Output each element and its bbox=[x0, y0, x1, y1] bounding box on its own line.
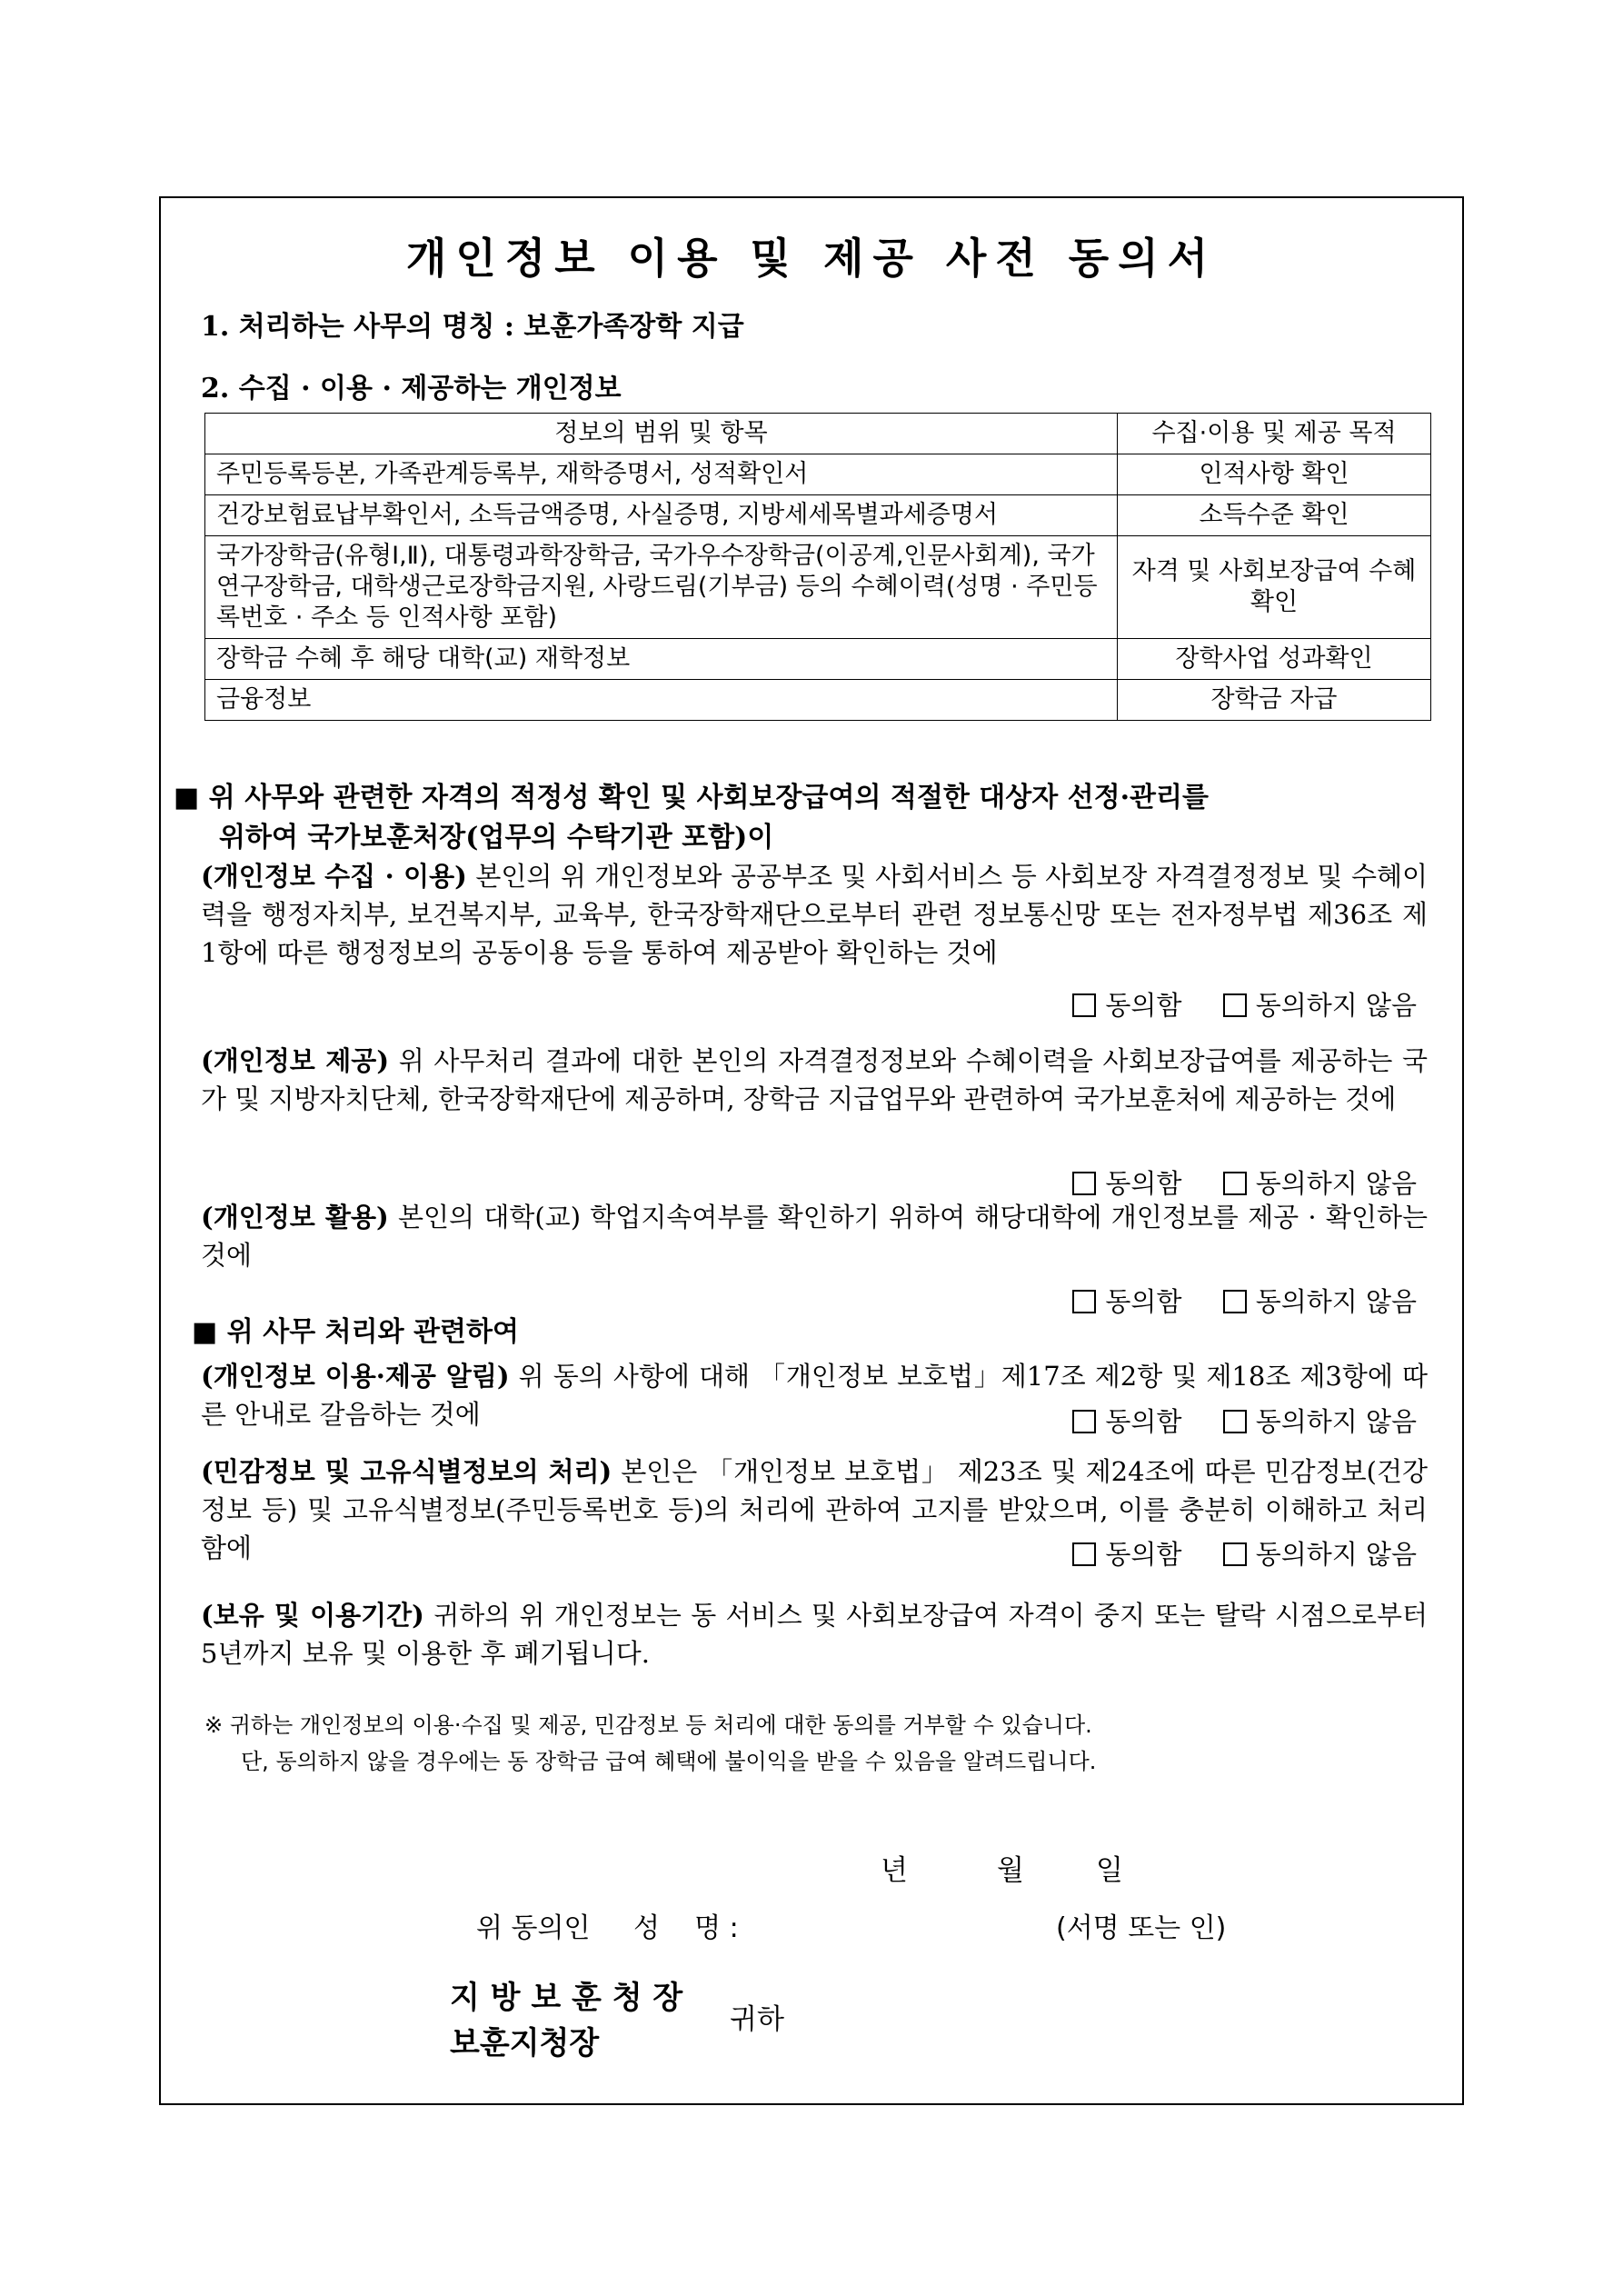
agree-label: 동의함 bbox=[1105, 990, 1182, 1021]
date-day: 일 bbox=[1096, 1854, 1123, 1887]
agree-checkbox[interactable] bbox=[1072, 1406, 1181, 1437]
section-2-heading: 2. 수집 · 이용 · 제공하는 개인정보 bbox=[201, 373, 622, 404]
personal-info-table bbox=[204, 413, 1431, 721]
consent-utilize bbox=[201, 1198, 1428, 1274]
date-year: 년 bbox=[881, 1854, 908, 1887]
consent-choice-sensitive-data bbox=[1040, 1534, 1417, 1572]
consent-text: 본인의 위 개인정보와 공공부조 및 사회서비스 등 사회보장 자격결정정보 및 수혜이력을 행정자치부, 보건복지부, 교육부, 한국장학재단으로부터 관련 정보통신망 또는 전자정부법 제36조 제1항에 따른 행정정보의 공동이용 등을 통하여 제공받아 확인하는 것에 bbox=[201, 861, 1428, 968]
retention-period bbox=[201, 1596, 1428, 1672]
agree-checkbox[interactable] bbox=[1072, 990, 1181, 1021]
table-row bbox=[205, 495, 1431, 536]
agree-checkbox[interactable] bbox=[1072, 1286, 1181, 1317]
consent-text: 위 사무처리 결과에 대한 본인의 자격결정정보와 수혜이력을 사회보장급여를 제공하는 국가 및 지방자치단체, 한국장학재단에 제공하며, 장학금 지급업무와 관련하여 국가보훈처에 제공하는 것에 bbox=[201, 1045, 1429, 1114]
disagree-label: 동의하지 않음 bbox=[1255, 1539, 1417, 1570]
table-cell-purpose: 인적사항 확인 bbox=[1118, 454, 1431, 495]
disagree-checkbox[interactable] bbox=[1223, 1406, 1417, 1437]
consent-text: 본인의 대학(교) 학업지속여부를 확인하기 위하여 해당대학에 개인정보를 제공 · 확인하는 것에 bbox=[201, 1202, 1428, 1271]
section-heading-related: ■ 위 사무 처리와 관련하여 bbox=[192, 1316, 519, 1348]
disagree-label: 동의하지 않음 bbox=[1255, 990, 1417, 1021]
checkbox-icon bbox=[1072, 1542, 1096, 1566]
disagree-checkbox[interactable] bbox=[1223, 1539, 1417, 1570]
signer-name-label: 성 명 : bbox=[633, 1912, 739, 1944]
recipient-line-2: 보훈지청장 bbox=[450, 2025, 600, 2061]
checkbox-icon bbox=[1223, 1410, 1247, 1433]
recipient-suffix: 귀하 bbox=[730, 2003, 784, 2036]
consent-form bbox=[159, 196, 1464, 2105]
consent-label: (개인정보 활용) bbox=[201, 1202, 389, 1233]
table-header: 수집·이용 및 제공 목적 bbox=[1118, 414, 1431, 454]
consent-text: 본인은 「개인정보 보호법」 제23조 및 제24조에 따른 민감정보(건강정보 등) 및 고유식별정보(주민등록번호 등)의 처리에 관하여 고지를 받았으며, 이를 충분히 이해하고 처리함에 bbox=[201, 1456, 1428, 1563]
agree-label: 동의함 bbox=[1105, 1168, 1182, 1199]
table-row bbox=[205, 639, 1431, 680]
notice-line-1: ※ 귀하는 개인정보의 이용·수집 및 제공, 민감정보 등 처리에 대한 동의를 거부할 수 있습니다. bbox=[204, 1712, 1092, 1738]
section-1-heading: 1. 처리하는 사무의 명칭 : 보훈가족장학 지급 bbox=[201, 311, 744, 343]
checkbox-icon bbox=[1072, 1410, 1096, 1433]
consent-choice-notification bbox=[1040, 1402, 1417, 1439]
agree-checkbox[interactable] bbox=[1072, 1539, 1181, 1570]
table-row bbox=[205, 536, 1431, 639]
consent-label: (개인정보 제공) bbox=[201, 1045, 390, 1076]
disagree-label: 동의하지 않음 bbox=[1255, 1286, 1417, 1317]
page-title: 개인정보 이용 및 제공 사전 동의서 bbox=[405, 234, 1218, 283]
table-cell-purpose: 장학금 자급 bbox=[1118, 680, 1431, 721]
table-header: 정보의 범위 및 항목 bbox=[205, 414, 1118, 454]
purpose-line-1: ■ 위 사무와 관련한 자격의 적정성 확인 및 사회보장급여의 적절한 대상자 선정·관리를 bbox=[174, 782, 1209, 814]
consent-choice-collect-use bbox=[1040, 985, 1417, 1023]
table-cell-purpose: 장학사업 성과확인 bbox=[1118, 639, 1431, 680]
consent-label: (민감정보 및 고유식별정보의 처리) bbox=[201, 1456, 612, 1487]
table-cell-item: 금융정보 bbox=[205, 680, 1118, 721]
table-row bbox=[205, 454, 1431, 495]
consent-label: (보유 및 이용기간) bbox=[201, 1600, 424, 1631]
date-month: 월 bbox=[997, 1854, 1024, 1887]
consent-label: (개인정보 수집 · 이용) bbox=[201, 861, 467, 892]
consent-choice-provide bbox=[1040, 1163, 1417, 1201]
consent-collect-use bbox=[201, 857, 1428, 972]
checkbox-icon bbox=[1072, 1290, 1096, 1313]
table-cell-purpose: 자격 및 사회보장급여 수혜 확인 bbox=[1118, 536, 1431, 639]
table-cell-item: 건강보험료납부확인서, 소득금액증명, 사실증명, 지방세세목별과세증명서 bbox=[205, 495, 1118, 536]
signature-hint: (서명 또는 인) bbox=[1056, 1912, 1227, 1944]
agree-label: 동의함 bbox=[1105, 1539, 1182, 1570]
purpose-line-2: 위하여 국가보훈처장(업무의 수탁기관 포함)이 bbox=[219, 822, 774, 854]
checkbox-icon bbox=[1223, 1542, 1247, 1566]
notice-line-2: 단, 동의하지 않을 경우에는 동 장학금 급여 혜택에 불이익을 받을 수 있음을 알려드립니다. bbox=[241, 1749, 1097, 1774]
table-cell-item: 장학금 수혜 후 해당 대학(교) 재학정보 bbox=[205, 639, 1118, 680]
consent-provide bbox=[201, 1042, 1428, 1118]
disagree-label: 동의하지 않음 bbox=[1255, 1168, 1417, 1199]
checkbox-icon bbox=[1223, 993, 1247, 1017]
refusal-notice bbox=[204, 1707, 1440, 1780]
table-row bbox=[205, 680, 1431, 721]
agree-label: 동의함 bbox=[1105, 1406, 1182, 1437]
consent-text: 위 동의 사항에 대해 「개인정보 보호법」제17조 제2항 및 제18조 제3항에 따른 안내로 갈음하는 것에 bbox=[201, 1361, 1428, 1430]
table-cell-purpose: 소득수준 확인 bbox=[1118, 495, 1431, 536]
checkbox-icon bbox=[1072, 1172, 1096, 1195]
disagree-checkbox[interactable] bbox=[1223, 1286, 1417, 1317]
purpose-statement bbox=[174, 778, 1441, 858]
agree-label: 동의함 bbox=[1105, 1286, 1182, 1317]
signer-label: 위 동의인 bbox=[476, 1912, 591, 1944]
agree-checkbox[interactable] bbox=[1072, 1168, 1181, 1199]
table-cell-item: 주민등록등본, 가족관계등록부, 재학증명서, 성적확인서 bbox=[205, 454, 1118, 495]
table-cell-item: 국가장학금(유형Ⅰ,Ⅱ), 대통령과학장학금, 국가우수장학금(이공계,인문사회계), 국가연구장학금, 대학생근로장학금지원, 사랑드림(기부금) 등의 수혜이력(성명 · 주민등록번호 · 주소 등 인적사항 포함) bbox=[205, 536, 1118, 639]
checkbox-icon bbox=[1223, 1172, 1247, 1195]
table-header-row bbox=[205, 414, 1431, 454]
checkbox-icon bbox=[1072, 993, 1096, 1017]
consent-text: 귀하의 위 개인정보는 동 서비스 및 사회보장급여 자격이 중지 또는 탈락 시점으로부터 5년까지 보유 및 이용한 후 폐기됩니다. bbox=[201, 1600, 1428, 1669]
consent-label: (개인정보 이용·제공 알림) bbox=[201, 1361, 510, 1392]
consent-choice-utilize bbox=[1040, 1282, 1417, 1319]
disagree-checkbox[interactable] bbox=[1223, 990, 1417, 1021]
disagree-label: 동의하지 않음 bbox=[1255, 1406, 1417, 1437]
recipient-line-1: 지 방 보 훈 청 장 bbox=[450, 1980, 683, 2016]
disagree-checkbox[interactable] bbox=[1223, 1168, 1417, 1199]
checkbox-icon bbox=[1223, 1290, 1247, 1313]
